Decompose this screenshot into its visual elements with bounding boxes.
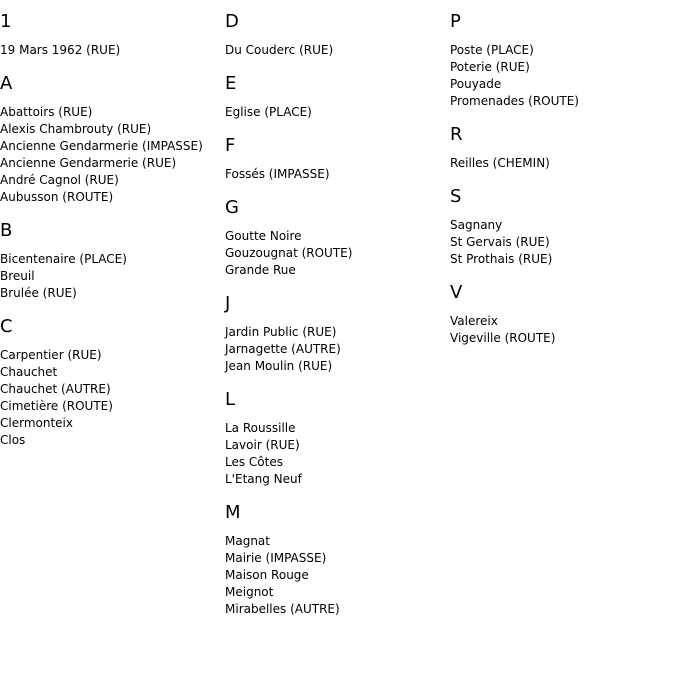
street-link[interactable]: Poterie (RUE) <box>450 60 530 74</box>
street-link[interactable]: Gouzougnat (ROUTE) <box>225 246 353 260</box>
letter-section <box>225 389 445 488</box>
street-link[interactable]: Mairie (IMPASSE) <box>225 551 327 565</box>
street-link[interactable]: Clos <box>0 433 26 447</box>
street-link[interactable]: Jardin Public (RUE) <box>225 325 337 339</box>
street-link[interactable]: Chauchet <box>0 365 58 379</box>
letter-section <box>225 135 445 183</box>
street-link[interactable]: Fossés (IMPASSE) <box>225 167 330 181</box>
letter-section <box>225 197 445 279</box>
index-column <box>225 11 445 632</box>
letter-heading: M <box>225 502 241 523</box>
street-link[interactable]: Les Côtes <box>225 455 283 469</box>
street-link[interactable]: Valereix <box>450 314 498 328</box>
letter-heading: D <box>225 11 239 32</box>
street-link[interactable]: Du Couderc (RUE) <box>225 43 334 57</box>
street-list <box>450 313 670 347</box>
letter-heading: B <box>0 220 13 241</box>
street-list <box>225 228 445 279</box>
street-link[interactable]: Magnat <box>225 534 270 548</box>
letter-section <box>450 186 670 268</box>
street-link[interactable]: Goutte Noire <box>225 229 302 243</box>
letter-section <box>0 220 220 302</box>
letter-section <box>450 124 670 172</box>
street-link[interactable]: Aubusson (ROUTE) <box>0 190 114 204</box>
index-column <box>450 11 670 361</box>
street-link[interactable]: St Prothais (RUE) <box>450 252 553 266</box>
street-list <box>450 155 670 172</box>
street-link[interactable]: Grande Rue <box>225 263 296 277</box>
street-link[interactable]: Brulée (RUE) <box>0 286 77 300</box>
street-list <box>450 217 670 268</box>
street-link[interactable]: Breuil <box>0 269 35 283</box>
street-link[interactable]: Eglise (PLACE) <box>225 105 312 119</box>
street-link[interactable]: Promenades (ROUTE) <box>450 94 579 108</box>
street-link[interactable]: Clermonteix <box>0 416 73 430</box>
street-list <box>0 347 220 449</box>
letter-heading: R <box>450 124 463 145</box>
letter-heading: P <box>450 11 461 32</box>
street-link[interactable]: Vigeville (ROUTE) <box>450 331 556 345</box>
letter-section <box>225 73 445 121</box>
street-list <box>225 104 445 121</box>
street-link[interactable]: Maison Rouge <box>225 568 309 582</box>
street-list <box>450 42 670 110</box>
letter-section <box>450 11 670 110</box>
street-link[interactable]: St Gervais (RUE) <box>450 235 550 249</box>
letter-heading: A <box>0 73 13 94</box>
street-link[interactable]: Jarnagette (AUTRE) <box>225 342 341 356</box>
letter-section <box>0 11 220 59</box>
street-list <box>0 251 220 302</box>
letter-heading: E <box>225 73 237 94</box>
street-link[interactable]: L'Etang Neuf <box>225 472 302 486</box>
letter-heading: S <box>450 186 462 207</box>
street-link[interactable]: Lavoir (RUE) <box>225 438 300 452</box>
street-link[interactable]: Ancienne Gendarmerie (RUE) <box>0 156 177 170</box>
street-link[interactable]: Mirabelles (AUTRE) <box>225 602 340 616</box>
letter-heading: 1 <box>0 11 12 32</box>
street-list <box>225 42 445 59</box>
street-link[interactable]: Jean Moulin (RUE) <box>225 359 333 373</box>
street-list <box>225 533 445 618</box>
street-link[interactable]: Reilles (CHEMIN) <box>450 156 550 170</box>
street-list <box>225 420 445 488</box>
street-link[interactable]: Alexis Chambrouty (RUE) <box>0 122 152 136</box>
street-list <box>0 42 220 59</box>
street-link[interactable]: La Roussille <box>225 421 296 435</box>
street-link[interactable]: Ancienne Gendarmerie (IMPASSE) <box>0 139 203 153</box>
letter-section <box>225 502 445 618</box>
street-link[interactable]: Sagnany <box>450 218 503 232</box>
letter-section <box>0 316 220 449</box>
street-list <box>225 166 445 183</box>
index-column <box>0 11 220 463</box>
street-link[interactable]: Meignot <box>225 585 274 599</box>
letter-section <box>225 11 445 59</box>
letter-heading: G <box>225 197 239 218</box>
street-link[interactable]: Abattoirs (RUE) <box>0 105 93 119</box>
letter-section <box>0 73 220 206</box>
letter-heading: L <box>225 389 236 410</box>
letter-section <box>450 282 670 347</box>
letter-heading: C <box>0 316 13 337</box>
letter-heading: J <box>225 293 231 314</box>
street-list <box>225 324 445 375</box>
street-list <box>0 104 220 206</box>
letter-section <box>225 293 445 375</box>
street-link[interactable]: Carpentier (RUE) <box>0 348 102 362</box>
letter-heading: V <box>450 282 463 303</box>
street-link[interactable]: Cimetière (ROUTE) <box>0 399 113 413</box>
street-link[interactable]: André Cagnol (RUE) <box>0 173 119 187</box>
street-link[interactable]: Pouyade <box>450 77 502 91</box>
street-link[interactable]: 19 Mars 1962 (RUE) <box>0 43 121 57</box>
street-link[interactable]: Bicentenaire (PLACE) <box>0 252 127 266</box>
letter-heading: F <box>225 135 236 156</box>
street-link[interactable]: Chauchet (AUTRE) <box>0 382 111 396</box>
street-link[interactable]: Poste (PLACE) <box>450 43 534 57</box>
